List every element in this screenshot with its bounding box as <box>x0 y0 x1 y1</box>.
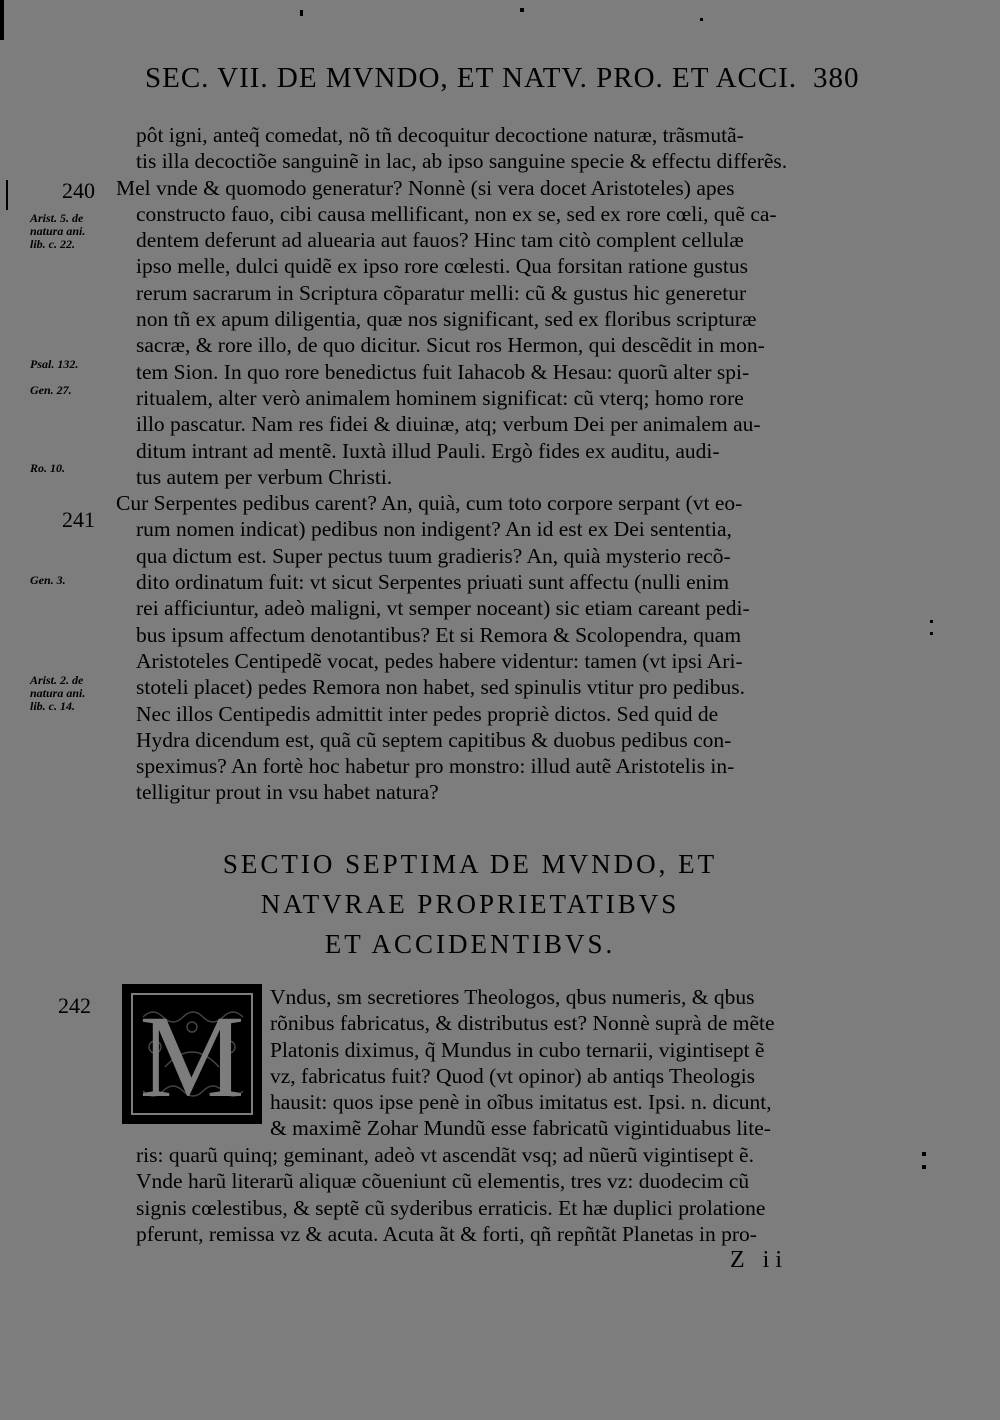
text-line: ipso melle, dulci quidẽ ex ipso rore cœlesti. Qua forsitan ratione gustus <box>136 254 749 279</box>
running-head <box>145 62 905 95</box>
text-line: ritualem, alter verò animalem hominem significat: cũ vterq; homo rore <box>136 385 744 410</box>
text-line: telligitur prout in vsu habet natura? <box>136 780 439 805</box>
text-line: signis cœlestibus, & septẽ cũ syderibus erraticis. Et hæ duplici prolatione <box>136 1195 766 1220</box>
text-line: Mel vnde & quomodo generatur? Nonnè (si vera docet Aristoteles) apes <box>116 175 735 200</box>
text-line: dentem deferunt ad aluearia aut fauos? Hinc tam citò complent cellulæ <box>136 228 744 253</box>
text-line: ris: quarũ quinq; geminant, adeò vt ascendãt vsq; ad nũerũ vigintisept ẽ. <box>136 1143 754 1167</box>
section-title-line: ET ACCIDENTIBVS. <box>324 929 616 959</box>
scan-speck <box>922 1152 926 1156</box>
initial-letter: M <box>139 991 245 1122</box>
text-line: pferunt, remissa vz & acuta. Acuta ãt & forti, qñ repñtãt Planetas in pro- <box>136 1221 757 1246</box>
text-line: Platonis diximus, q̃ Mundus in cubo ternarii, vigintisept ẽ <box>270 1037 765 1062</box>
text-line: rõnibus fabricatus, & distributus est? Nonnè suprà de mẽte <box>270 1011 775 1036</box>
text-line: vz, fabricatus fuit? Quod (vt opinor) ab antiqs Theologis <box>270 1063 756 1088</box>
margin-note-aristotle-5: Arist. 5. de natura ani. lib. c. 22. <box>30 211 86 251</box>
entry-number-240: 240 <box>62 178 95 203</box>
text-line: qua dictum est. Super pectus tuum gradieris? An, quià mysterio recõ- <box>136 543 731 568</box>
margin-note-psalm: Psal. 132. <box>30 357 79 371</box>
text-line: stoteli placet) pedes Remora non habet, sed spinulis vtitur pro pedibus. <box>136 675 746 700</box>
text-line: dito ordinatum fuit: vt sicut Serpentes priuati sunt affectu (nulli enim <box>136 570 730 595</box>
text-line: sacræ, & rore illo, de quo dicitur. Sicut ros Hermon, qui descẽdit in mon- <box>136 333 765 358</box>
text-line: rerum sacrarum in Scriptura cõparatur melli: cũ & gustus hic generetur <box>136 280 747 305</box>
text-line: Vnde harũ literarũ aliquæ cõueniunt cũ elementis, tres vz: duodecim cũ <box>136 1169 750 1194</box>
section-title <box>170 844 770 964</box>
margin-note-romans: Ro. 10. <box>30 461 66 475</box>
text-line: Hydra dicendum est, quã cũ septem capitibus & duobus pedibus con- <box>136 727 732 752</box>
text-line: rei afficiuntur, adeò maligni, vt semper noceant) sic etiam careant pedi- <box>136 596 750 621</box>
text-line: tis illa decoctiõe sanguinẽ in lac, ab ipso sanguine specie & effectu differẽs. <box>136 149 788 174</box>
text-line: rum nomen indicat) pedibus non indigent? An id est ex Dei sententia, <box>136 517 732 542</box>
text-line: tem Sion. In quo rore benedictus fuit Iahacob & Hesau: quorũ alter spi- <box>136 359 750 384</box>
scan-speck <box>700 18 703 21</box>
margin-note-aristotle-2: Arist. 2. de natura ani. lib. c. 14. <box>30 673 86 713</box>
entry-number-242: 242 <box>58 993 91 1018</box>
scan-speck <box>300 10 303 16</box>
section-title-line: SECTIO SEPTIMA DE MVNDO, ET <box>222 849 718 879</box>
margin-note-genesis-27: Gen. 27. <box>30 383 72 397</box>
signature-mark: Z ii <box>730 1247 788 1273</box>
text-line: & maximẽ Zohar Mundũ esse fabricatũ vigintiduabus lite- <box>270 1116 771 1141</box>
text-after-initial <box>136 1142 856 1247</box>
main-text <box>116 122 856 806</box>
text-line: speximus? An fortè hoc habetur pro monstro: illud autẽ Aristotelis in- <box>136 754 735 779</box>
decorated-initial <box>122 984 262 1124</box>
scan-speck <box>930 632 933 635</box>
scan-edge-mark <box>0 0 4 40</box>
margin-note-genesis-3: Gen. 3. <box>30 573 66 587</box>
entry-number-241: 241 <box>62 507 95 532</box>
text-beside-initial <box>270 984 860 1142</box>
scan-edge-mark <box>6 180 8 210</box>
text-line: constructo fauo, cibi causa mellificant, non ex se, sed ex rore cœli, quẽ ca- <box>136 201 777 226</box>
text-line: Nec illos Centipedis admittit inter pedes propriè dictos. Sed quid de <box>136 701 719 726</box>
text-line: pôt igni, anteq̃ comedat, nõ tñ decoquitur decoctione naturæ, trãsmutã- <box>136 123 744 147</box>
text-line: Vndus, sm secretiores Theologos, qbus numeris, & qbus <box>270 985 755 1009</box>
scan-speck <box>930 620 933 623</box>
text-line: illo pascatur. Nam res fidei & diuinæ, atq; verbum Dei per animalem au- <box>136 412 761 437</box>
text-line: tus autem per verbum Christi. <box>136 464 393 489</box>
text-line: bus ipsum affectum denotantibus? Et si Remora & Scolopendra, quam <box>136 622 742 647</box>
page-number: 380 <box>813 62 860 94</box>
text-line: non tñ ex apum diligentia, quæ nos significant, sed ex floribus scripturæ <box>136 307 757 332</box>
text-line: Cur Serpentes pedibus carent? An, quià, cum toto corpore serpant (vt eo- <box>116 491 743 516</box>
section-title-line: NATVRAE PROPRIETATIBVS <box>260 889 680 919</box>
text-line: hausit: quos ipse penè in oĩbus imitatus est. Ipsi. n. dicunt, <box>270 1090 772 1115</box>
text-line: Aristoteles Centipedẽ vocat, pedes habere videntur: tamen (vt ipsi Ari- <box>136 648 743 673</box>
scan-speck <box>520 8 524 12</box>
running-head-title: SEC. VII. DE MVNDO, ET NATV. PRO. ET ACCI. <box>145 62 798 94</box>
scan-speck <box>922 1165 926 1169</box>
text-line: ditum intrant ad mentẽ. Iuxtà illud Pauli. Ergò fides ex auditu, audi- <box>136 438 720 463</box>
